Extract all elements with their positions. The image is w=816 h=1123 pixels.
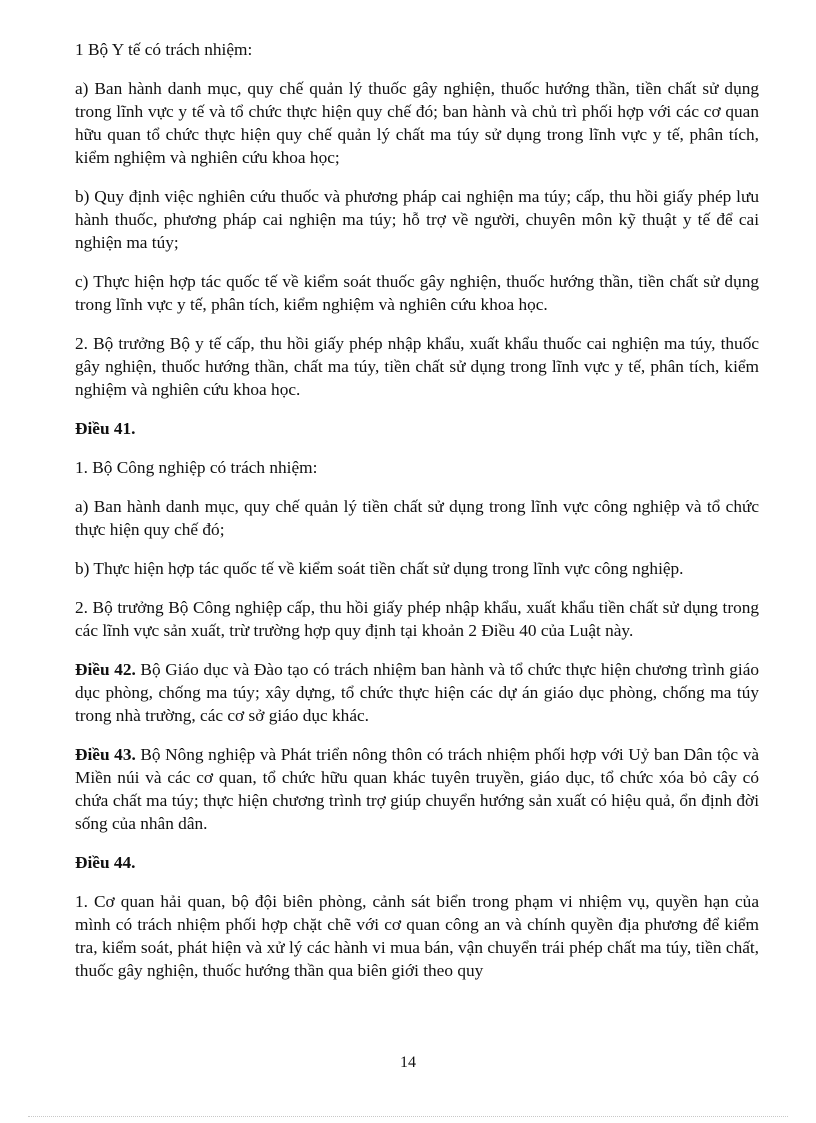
article-41-heading: Điều 41. bbox=[75, 419, 136, 438]
article-41-clause-1a: a) Ban hành danh mục, quy chế quản lý tiền chất sử dụng trong lĩnh vực công nghiệp và tổ chức thực hiện quy chế đó; bbox=[75, 497, 759, 539]
article-41-clause-1b: b) Thực hiện hợp tác quốc tế về kiểm soát tiền chất sử dụng trong lĩnh vực công nghiệp. bbox=[75, 559, 684, 578]
article-42-label: Điều 42. bbox=[75, 660, 136, 679]
paragraph-1a: a) Ban hành danh mục, quy chế quản lý thuốc gây nghiện, thuốc hướng thần, tiền chất sử dụng trong lĩnh vực y tế và tổ chức thực hiện quy chế đó; ban hành và chủ trì phối hợp với các cơ quan hữu quan tổ chức thực hiện quy chế quản lý chất ma túy sử dụng trong lĩnh vực y tế, phân tích, kiểm nghiệm và nghiên cứu khoa học; bbox=[75, 79, 759, 167]
paragraph-1b: b) Quy định việc nghiên cứu thuốc và phương pháp cai nghiện ma túy; cấp, thu hồi giấy phép lưu hành thuốc, phương pháp cai nghiện ma túy; hỗ trợ về người, chuyên môn kỹ thuật y tế để cai nghiện ma túy; bbox=[75, 187, 759, 252]
document-body bbox=[75, 38, 759, 982]
page-number: 14 bbox=[400, 1054, 416, 1071]
article-44-clause-1: 1. Cơ quan hải quan, bộ đội biên phòng, cảnh sát biển trong phạm vi nhiệm vụ, quyền hạn của mình có trách nhiệm phối hợp chặt chẽ với cơ quan công an và chính quyền địa phương để kiểm tra, kiểm soát, phát hiện và xử lý các hành vi mua bán, vận chuyển trái phép chất ma túy, tiền chất, thuốc gây nghiện, thuốc hướng thần qua biên giới theo quy bbox=[75, 892, 759, 980]
article-44-heading: Điều 44. bbox=[75, 853, 136, 872]
article-41-clause-1: 1. Bộ Công nghiệp có trách nhiệm: bbox=[75, 458, 318, 477]
paragraph-2: 2. Bộ trưởng Bộ y tế cấp, thu hồi giấy phép nhập khẩu, xuất khẩu thuốc cai nghiện ma túy, thuốc gây nghiện, thuốc hướng thần, chất ma túy, tiền chất sử dụng trong lĩnh vực y tế, phân tích, kiểm nghiệm và nghiên cứu khoa học. bbox=[75, 334, 759, 399]
paragraph-1: 1 Bộ Y tế có trách nhiệm: bbox=[75, 40, 253, 59]
paragraph-1c: c) Thực hiện hợp tác quốc tế về kiểm soát thuốc gây nghiện, thuốc hướng thần, tiền chất sử dụng trong lĩnh vực y tế, phân tích, kiểm nghiệm và nghiên cứu khoa học. bbox=[75, 272, 759, 314]
article-43-label: Điều 43. bbox=[75, 745, 136, 764]
article-43 bbox=[75, 743, 759, 835]
article-42 bbox=[75, 658, 759, 727]
article-43-text: Bộ Nông nghiệp và Phát triển nông thôn có trách nhiệm phối hợp với Uỷ ban Dân tộc và Miền núi và các cơ quan, tổ chức hữu quan khác tuyên truyền, giáo dục, tổ chức xóa bỏ cây có chứa chất ma túy; thực hiện chương trình trợ giúp chuyển hướng sản xuất có hiệu quả, ổn định đời sống của nhân dân. bbox=[75, 745, 760, 833]
article-41-clause-2: 2. Bộ trưởng Bộ Công nghiệp cấp, thu hồi giấy phép nhập khẩu, xuất khẩu tiền chất sử dụng trong các lĩnh vực sản xuất, trừ trường hợp quy định tại khoản 2 Điều 40 của Luật này. bbox=[75, 598, 759, 640]
article-42-text: Bộ Giáo dục và Đào tạo có trách nhiệm ban hành và tổ chức thực hiện chương trình giáo dục phòng, chống ma túy; xây dựng, tổ chức thực hiện các dự án giáo dục phòng, chống ma túy trong nhà trường, các cơ sở giáo dục khác. bbox=[75, 660, 760, 725]
page-bottom-divider bbox=[28, 1116, 788, 1117]
